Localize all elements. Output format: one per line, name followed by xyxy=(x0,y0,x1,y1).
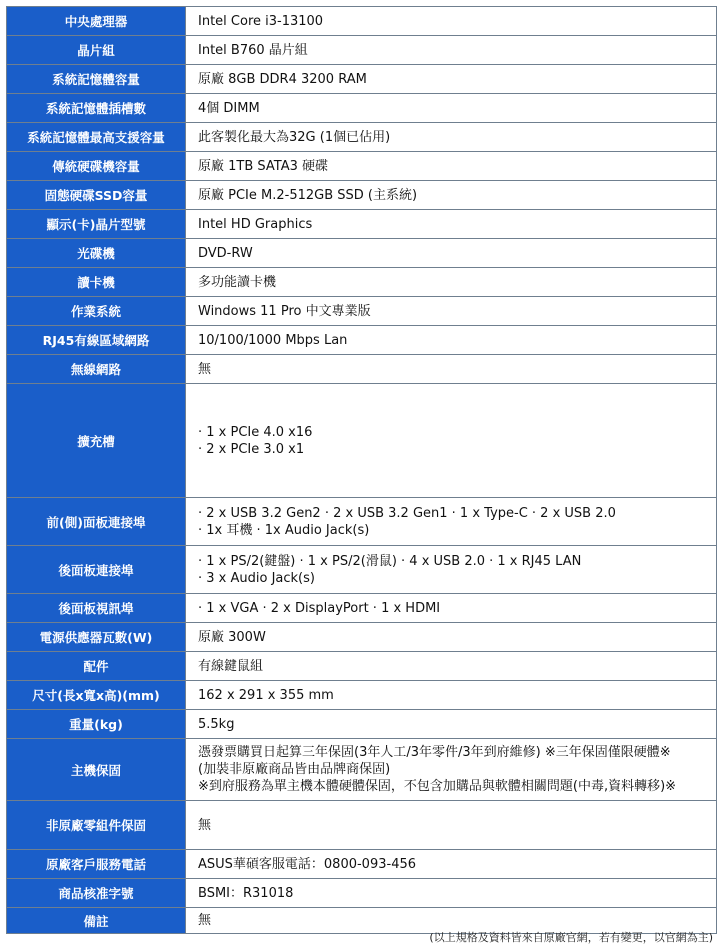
spec-label: 顯示(卡)晶片型號 xyxy=(7,210,186,239)
spec-label: 晶片組 xyxy=(7,36,186,65)
spec-value-line: · 1 x VGA · 2 x DisplayPort · 1 x HDMI xyxy=(198,600,441,616)
spec-value-line: 多功能讀卡機 xyxy=(198,274,277,290)
spec-value-line: 4個 DIMM xyxy=(198,100,260,116)
spec-value-line: Windows 11 Pro 中文專業版 xyxy=(198,303,371,319)
spec-value-line: Intel HD Graphics xyxy=(198,216,313,232)
spec-value xyxy=(186,546,717,594)
spec-row xyxy=(7,297,717,326)
spec-label: 配件 xyxy=(7,652,186,681)
spec-label: 系統記憶體插槽數 xyxy=(7,94,186,123)
spec-row xyxy=(7,681,717,710)
spec-label: 非原廠零組件保固 xyxy=(7,801,186,850)
spec-value-line: 無 xyxy=(198,913,212,928)
spec-value-line: 無 xyxy=(198,817,212,833)
spec-row xyxy=(7,268,717,297)
spec-label: 讀卡機 xyxy=(7,268,186,297)
spec-value xyxy=(186,36,717,65)
spec-value xyxy=(186,123,717,152)
spec-value-line: 有線鍵鼠組 xyxy=(198,658,264,674)
spec-row xyxy=(7,652,717,681)
spec-row xyxy=(7,326,717,355)
spec-value xyxy=(186,181,717,210)
spec-label: 無線網路 xyxy=(7,355,186,384)
spec-label: 固態硬碟SSD容量 xyxy=(7,181,186,210)
spec-value xyxy=(186,297,717,326)
spec-value-line: 憑發票購買日起算三年保固(3年人工/3年零件/3年到府維修) ※三年保固僅限硬體※ xyxy=(198,745,671,760)
spec-value-line: 無 xyxy=(198,361,212,377)
spec-value xyxy=(186,739,717,801)
spec-label: 系統記憶體容量 xyxy=(7,65,186,94)
spec-label: 後面板連接埠 xyxy=(7,546,186,594)
spec-label: 中央處理器 xyxy=(7,7,186,36)
spec-value xyxy=(186,652,717,681)
spec-value-line: 原廠 PCIe M.2-512GB SSD (主系統) xyxy=(198,187,418,203)
footer-note: (以上規格及資料皆來自原廠官網，若有變更，以官網為主) xyxy=(429,931,713,944)
spec-value-line: 原廠 8GB DDR4 3200 RAM xyxy=(198,71,367,87)
spec-table-body xyxy=(7,7,717,934)
spec-row xyxy=(7,384,717,498)
spec-value-line: 10/100/1000 Mbps Lan xyxy=(198,332,348,348)
spec-row xyxy=(7,94,717,123)
spec-value xyxy=(186,879,717,908)
spec-row xyxy=(7,594,717,623)
spec-label: 原廠客戶服務電話 xyxy=(7,850,186,879)
spec-row xyxy=(7,879,717,908)
spec-value-line: (加裝非原廠商品皆由品牌商保固) xyxy=(198,762,391,777)
spec-row xyxy=(7,850,717,879)
spec-label: RJ45有線區域網路 xyxy=(7,326,186,355)
spec-row xyxy=(7,739,717,801)
spec-value xyxy=(186,94,717,123)
spec-value xyxy=(186,594,717,623)
spec-value-line: · 3 x Audio Jack(s) xyxy=(198,570,315,586)
spec-row xyxy=(7,123,717,152)
spec-value xyxy=(186,210,717,239)
spec-row xyxy=(7,152,717,181)
spec-value xyxy=(186,850,717,879)
spec-table xyxy=(6,6,717,934)
spec-value-line: · 1 x PS/2(鍵盤) · 1 x PS/2(滑鼠) · 4 x USB 2.0 · 1 x RJ45 LAN xyxy=(198,553,582,569)
spec-label: 作業系統 xyxy=(7,297,186,326)
spec-value-line: 162 x 291 x 355 mm xyxy=(198,687,334,703)
spec-row xyxy=(7,623,717,652)
spec-row xyxy=(7,801,717,850)
spec-value xyxy=(186,326,717,355)
spec-label: 商品核准字號 xyxy=(7,879,186,908)
spec-value-line: ※到府服務為單主機本體硬體保固，不包含加購品與軟體相關問題(中毒,資料轉移)※ xyxy=(198,779,677,794)
spec-row xyxy=(7,65,717,94)
spec-label: 主機保固 xyxy=(7,739,186,801)
spec-value xyxy=(186,239,717,268)
spec-value-line: · 1 x PCIe 4.0 x16 xyxy=(198,424,313,440)
spec-value xyxy=(186,710,717,739)
spec-label: 擴充槽 xyxy=(7,384,186,498)
spec-value xyxy=(186,384,717,498)
spec-value-line: · 1x 耳機 · 1x Audio Jack(s) xyxy=(198,522,370,538)
spec-label: 電源供應器瓦數(W) xyxy=(7,623,186,652)
spec-label: 前(側)面板連接埠 xyxy=(7,498,186,546)
spec-value xyxy=(186,498,717,546)
spec-row xyxy=(7,7,717,36)
spec-value-line: DVD-RW xyxy=(198,245,253,261)
spec-value-line: Intel B760 晶片組 xyxy=(198,42,308,58)
spec-label: 光碟機 xyxy=(7,239,186,268)
spec-row xyxy=(7,355,717,384)
spec-row xyxy=(7,710,717,739)
spec-value xyxy=(186,355,717,384)
spec-value xyxy=(186,623,717,652)
spec-value xyxy=(186,801,717,850)
spec-row xyxy=(7,239,717,268)
spec-row xyxy=(7,210,717,239)
spec-value-line: Intel Core i3-13100 xyxy=(198,13,324,29)
spec-value-line: BSMI：R31018 xyxy=(198,885,294,901)
spec-label: 後面板視訊埠 xyxy=(7,594,186,623)
spec-value xyxy=(186,65,717,94)
spec-value xyxy=(186,268,717,297)
spec-label: 系統記憶體最高支援容量 xyxy=(7,123,186,152)
spec-row xyxy=(7,498,717,546)
spec-value-line: · 2 x PCIe 3.0 x1 xyxy=(198,441,305,457)
spec-value xyxy=(186,681,717,710)
spec-label: 重量(kg) xyxy=(7,710,186,739)
spec-value-line: 此客製化最大為32G (1個已佔用) xyxy=(198,129,391,145)
spec-label: 傳統硬碟機容量 xyxy=(7,152,186,181)
spec-row xyxy=(7,36,717,65)
spec-value-line: 5.5kg xyxy=(198,716,235,732)
spec-value-line: 原廠 1TB SATA3 硬碟 xyxy=(198,158,329,174)
spec-row xyxy=(7,546,717,594)
spec-value-line: ASUS華碩客服電話：0800-093-456 xyxy=(198,856,417,872)
spec-label: 備註 xyxy=(7,908,186,934)
spec-value-line: · 2 x USB 3.2 Gen2 · 2 x USB 3.2 Gen1 · 1 x Type-C · 2 x USB 2.0 xyxy=(198,505,616,521)
spec-value xyxy=(186,7,717,36)
spec-value xyxy=(186,152,717,181)
spec-label: 尺寸(長x寬x高)(mm) xyxy=(7,681,186,710)
spec-value-line: 原廠 300W xyxy=(198,629,266,645)
spec-row xyxy=(7,181,717,210)
